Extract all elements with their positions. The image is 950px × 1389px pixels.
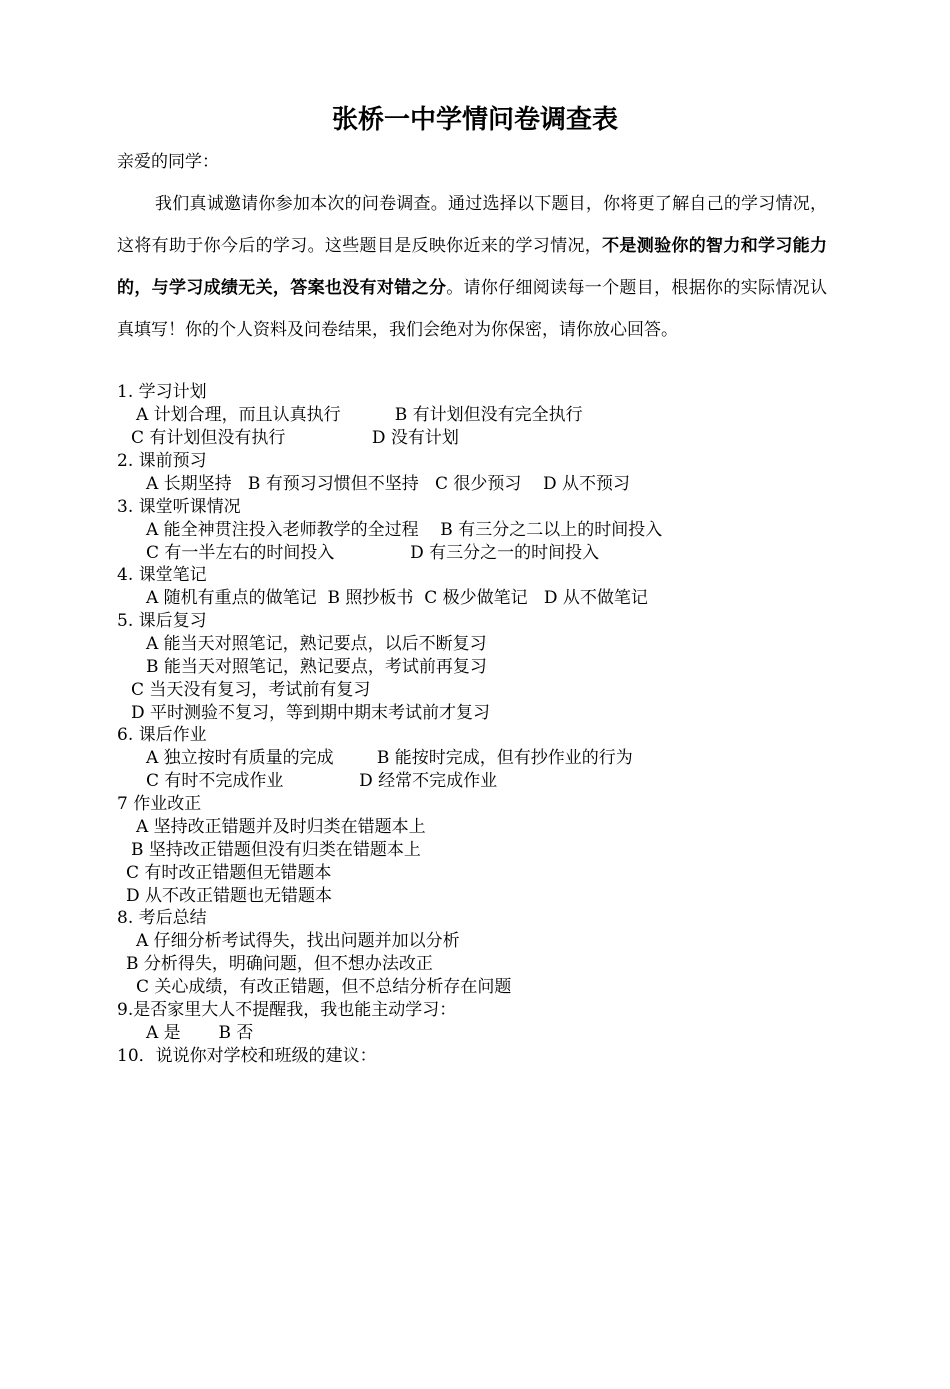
question-10: 10．说说你对学校和班级的建议：: [117, 1046, 377, 1066]
question-4-options: A 随机有重点的做笔记 B 照抄板书 C 极少做笔记 D 从不做笔记: [146, 588, 648, 608]
intro-text: 我们真诚邀请你参加本次的问卷调查。通过选择以下题目，你将更了解自己的学习情况，这将有助于你今后的学习。这些题目是反映你近来的学习情况，: [117, 194, 827, 256]
question-7-option-d: D 从不改正错题也无错题本: [126, 886, 333, 906]
greeting: 亲爱的同学：: [117, 152, 219, 172]
question-2: 2. 课前预习: [117, 451, 207, 471]
question-8-option-b: B 分析得失，明确问题，但不想办法改正: [126, 954, 433, 974]
question-2-options: A 长期坚持 B 有预习习惯但不坚持 C 很少预习 D 从不预习: [146, 474, 631, 494]
document-title: 张桥一中学情问卷调查表: [331, 105, 618, 135]
question-4: 4. 课堂笔记: [117, 565, 207, 585]
question-5-option-a: A 能当天对照笔记，熟记要点，以后不断复习: [146, 634, 487, 654]
intro-paragraph: [117, 183, 827, 351]
question-9: 9.是否家里大人不提醒我，我也能主动学习：: [117, 1000, 457, 1020]
question-8-option-c: C 关心成绩，有改正错题，但不总结分析存在问题: [136, 977, 512, 997]
question-1: 1. 学习计划: [117, 382, 207, 402]
question-6-options-cd: C 有时不完成作业 D 经常不完成作业: [146, 771, 498, 791]
question-7-option-c: C 有时改正错题但无错题本: [126, 863, 332, 883]
intro-bold-text: 不是测验你的智力和学习能力的，与学习成绩无关，答案也没有对错之分: [117, 236, 828, 298]
question-1-options-ab: A 计划合理，而且认真执行 B 有计划但没有完全执行: [136, 405, 583, 425]
question-7-option-b: B 坚持改正错题但没有归类在错题本上: [131, 840, 421, 860]
intro-text-end: 。请你仔细阅读每一个题目，根据你的实际情况认真填写！你的个人资料及问卷结果，我们会绝对为你保密，请你放心回答。: [117, 278, 828, 340]
question-6: 6. 课后作业: [117, 725, 207, 745]
question-1-options-cd: C 有计划但没有执行 D 没有计划: [131, 428, 459, 448]
question-3: 3. 课堂听课情况: [117, 497, 241, 517]
question-5-option-d: D 平时测验不复习，等到期中期末考试前才复习: [131, 703, 491, 723]
question-6-options-ab: A 独立按时有质量的完成 B 能按时完成，但有抄作业的行为: [146, 748, 633, 768]
question-8-option-a: A 仔细分析考试得失，找出问题并加以分析: [136, 931, 460, 951]
question-5-option-b: B 能当天对照笔记，熟记要点，考试前再复习: [146, 657, 487, 677]
question-3-options-ab: A 能全神贯注投入老师教学的全过程 B 有三分之二以上的时间投入: [146, 520, 663, 540]
question-9-options: A 是 B 否: [146, 1023, 254, 1043]
question-5: 5. 课后复习: [117, 611, 207, 631]
question-3-options-cd: C 有一半左右的时间投入 D 有三分之一的时间投入: [146, 543, 600, 563]
question-5-option-c: C 当天没有复习，考试前有复习: [131, 680, 371, 700]
question-8: 8. 考后总结: [117, 908, 207, 928]
question-7: 7 作业改正: [117, 794, 202, 814]
question-7-option-a: A 坚持改正错题并及时归类在错题本上: [136, 817, 426, 837]
